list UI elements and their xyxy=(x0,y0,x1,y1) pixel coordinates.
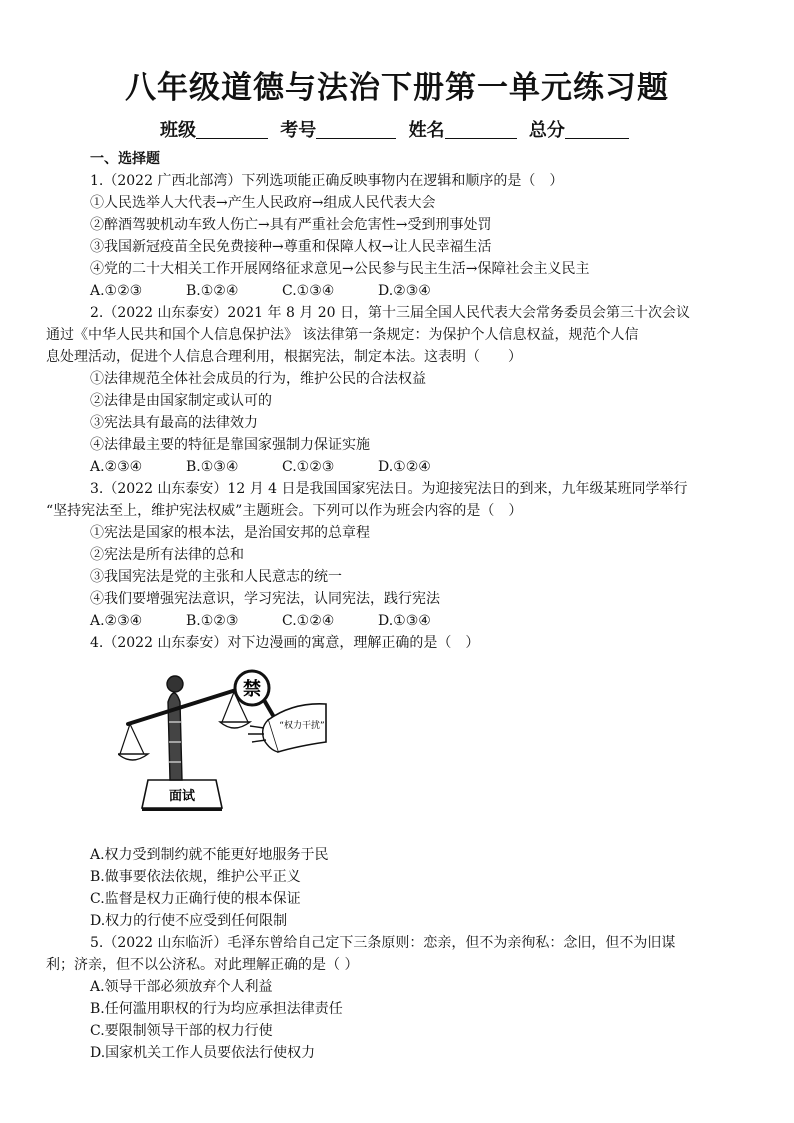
q3-option-d[interactable]: D.①③④ xyxy=(378,613,431,629)
q3-item-4: ④我们要增强宪法意识，学习宪法，认同宪法，践行宪法 xyxy=(90,591,440,607)
q1-stem: 1.（2022 广西北部湾）下列选项能正确反映事物内在逻辑和顺序的是（ ） xyxy=(90,173,564,189)
q5-option-b[interactable]: B.任何滥用职权的行为均应承担法律责任 xyxy=(90,1001,343,1017)
number-label: 考号 xyxy=(280,120,317,141)
class-label: 班级 xyxy=(160,120,196,141)
q5-option-c[interactable]: C.要限制领导干部的权力行使 xyxy=(90,1023,273,1039)
q1-item-3: ③我国新冠疫苗全民免费接种→尊重和保障人权→让人民幸福生活 xyxy=(90,239,492,255)
q2-item-3: ③宪法具有最高的法律效力 xyxy=(90,415,258,431)
q4-option-d[interactable]: D.权力的行使不应受到任何限制 xyxy=(90,913,288,929)
q1-item-4: ④党的二十大相关工作开展网络征求意见→公民参与民主生活→保障社会主义民主 xyxy=(90,261,590,277)
number-blank xyxy=(316,120,396,139)
left-pan xyxy=(118,754,148,760)
right-pan xyxy=(220,722,250,728)
name-label: 姓名 xyxy=(408,120,445,141)
ban-text: 禁 xyxy=(243,679,261,700)
q1-option-d[interactable]: D.②③④ xyxy=(378,283,431,299)
q2-options xyxy=(90,457,431,477)
q5-stem-1: 5.（2022 山东临沂）毛泽东曾给自己定下三条原则：恋亲，但不为亲徇私：念旧，但不为旧谋 xyxy=(90,935,676,951)
q1-option-c[interactable]: C.①③④ xyxy=(282,283,335,299)
q4-option-c[interactable]: C.监督是权力正确行使的根本保证 xyxy=(90,891,301,907)
q2-item-1: ①法律规范全体社会成员的行为，维护公民的合法权益 xyxy=(90,371,426,387)
q2-option-c[interactable]: C.①②③ xyxy=(282,459,335,475)
q3-item-2: ②宪法是所有法律的总和 xyxy=(90,547,244,563)
q1-option-a[interactable]: A.①②③ xyxy=(90,283,143,299)
scale-beam xyxy=(128,690,236,724)
q2-option-d[interactable]: D.①②④ xyxy=(378,459,431,475)
q2-stem-2: 通过《中华人民共和国个人信息保护法》 该法律第一条规定：为保护个人信息权益，规范个人信 xyxy=(46,327,639,343)
q5-option-d[interactable]: D.国家机关工作人员要依法行使权力 xyxy=(90,1045,316,1061)
q3-options xyxy=(90,611,431,631)
q2-item-2: ②法律是由国家制定或认可的 xyxy=(90,393,272,409)
q1-item-2: ②醉酒驾驶机动车致人伤亡→具有严重社会危害性→受到刑事处罚 xyxy=(90,217,492,233)
q3-item-1: ①宪法是国家的根本法，是治国安邦的总章程 xyxy=(90,525,370,541)
class-blank xyxy=(196,120,268,139)
score-blank xyxy=(565,120,629,139)
section-heading: 一、选择题 xyxy=(90,151,160,167)
q4-option-b[interactable]: B.做事要依法依规，维护公平正义 xyxy=(90,869,301,885)
q1-option-b[interactable]: B.①②④ xyxy=(186,283,239,299)
q2-option-b[interactable]: B.①③④ xyxy=(186,459,239,475)
q4-option-a[interactable]: A.权力受到制约就不能更好地服务于民 xyxy=(90,847,329,863)
q3-option-c[interactable]: C.①②④ xyxy=(282,613,335,629)
score-label: 总分 xyxy=(528,120,565,141)
cartoon-illustration xyxy=(118,662,328,812)
q1-options xyxy=(90,281,431,301)
q5-stem-2: 利；济亲，但不以公济私。对此理解正确的是（ ） xyxy=(46,957,359,973)
student-info-line xyxy=(160,116,635,142)
q3-stem-2: “坚持宪法至上，维护宪法权威”主题班会。下列可以作为班会内容的是（ ） xyxy=(46,503,523,519)
q1-item-1: ①人民选举人大代表→产生人民政府→组成人民代表大会 xyxy=(90,195,436,211)
q2-option-a[interactable]: A.②③④ xyxy=(90,459,143,475)
interview-text: 面试 xyxy=(168,789,196,804)
q2-stem-1: 2.（2022 山东泰安）2021 年 8 月 20 日，第十三届全国人民代表大会常务委员会第三十次会议 xyxy=(90,305,691,321)
name-blank xyxy=(445,120,517,139)
q4-stem: 4.（2022 山东泰安）对下边漫画的寓意，理解正确的是（ ） xyxy=(90,635,480,651)
q5-option-a[interactable]: A.领导干部必须放弃个人利益 xyxy=(90,979,273,995)
q3-option-b[interactable]: B.①②③ xyxy=(186,613,239,629)
page-title: 八年级道德与法治下册第一单元练习题 xyxy=(125,70,669,106)
q3-stem-1: 3.（2022 山东泰安）12 月 4 日是我国国家宪法日。为迎接宪法日的到来，九年级某班同学举行 xyxy=(90,481,688,497)
q3-option-a[interactable]: A.②③④ xyxy=(90,613,143,629)
q3-item-3: ③我国宪法是党的主张和人民意志的统一 xyxy=(90,569,342,585)
q2-stem-3: 息处理活动，促进个人信息合理利用，根据宪法，制定本法。这表明（ ） xyxy=(46,349,522,365)
power-text: “权力干扰” xyxy=(279,721,325,731)
q2-item-4: ④法律最主要的特征是靠国家强制力保证实施 xyxy=(90,437,370,453)
